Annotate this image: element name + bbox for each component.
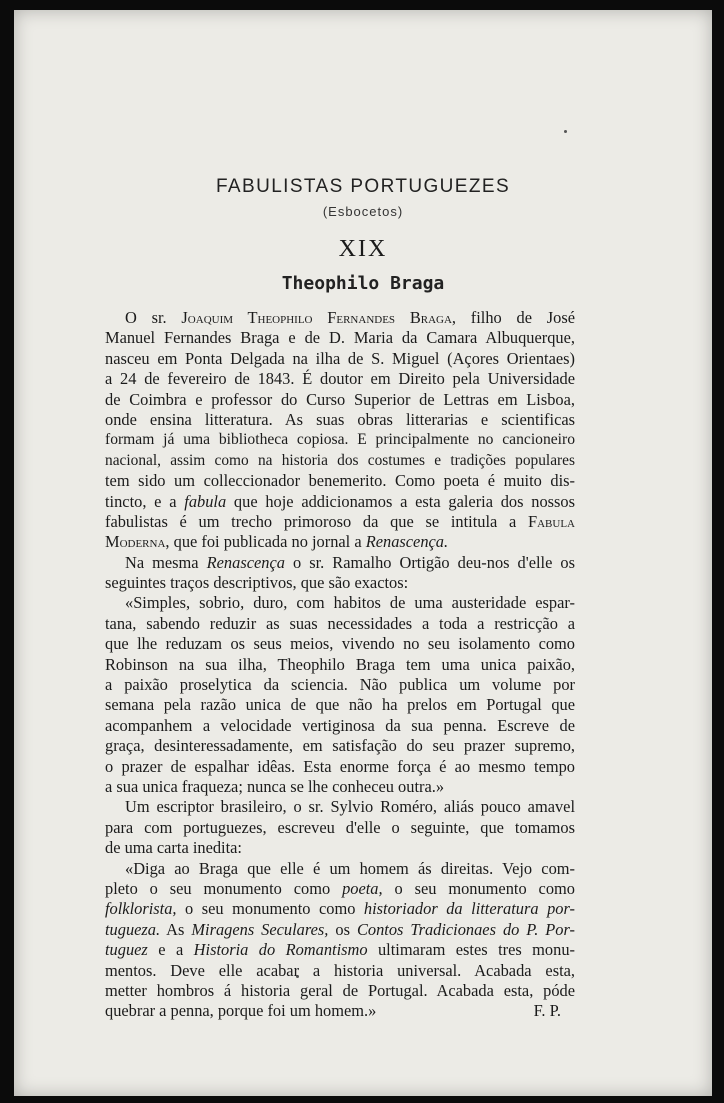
text-line: «Simples, sobrio, duro, com habitos de uma austeridade espar- [125, 593, 575, 613]
text-line: onde ensina litteratura. As suas obras litterarias e scientificas [105, 409, 575, 429]
text-line: tugueza. As Miragens Seculares, os Contos Tradicionaes do P. Por- [105, 919, 575, 939]
text-line: Manuel Fernandes Braga e de D. Maria da Camara Albuquerque, [105, 328, 575, 348]
author-name: Joaquim Theophilo Fernandes Braga, [181, 308, 457, 327]
text-line: formam já uma bibliotheca copiosa. E principalmente no cancioneiro [105, 431, 575, 449]
chapter-subject: Theophilo Braga [281, 273, 445, 294]
text-line: que lhe reduzam os seus meios, vivendo no seu isolamento como [105, 634, 575, 654]
text-line: a paixão proselytica da sciencia. Não publica um volume por [105, 675, 575, 695]
text-line: nasceu em Ponta Delgada na ilha de S. Miguel (Açores Orientaes) [105, 348, 575, 368]
text-line: nacional, assim como na historia dos costumes e tradições populares [105, 451, 575, 469]
text-line: de uma carta inedita: [105, 838, 242, 858]
text-line: seguintes traços descriptivos, que são exactos: [105, 573, 409, 593]
text-line: quebrar a penna, porque foi um homem.» F. P. [105, 1001, 575, 1021]
text-line: a 24 de fevereiro de 1843. É doutor em Direito pela Universidade [105, 369, 575, 389]
text-line: tana, sabendo reduzir as suas necessidades a toda a restricção a [105, 613, 575, 633]
text-line: Moderna, que foi publicada no jornal a Renascença. [105, 532, 449, 552]
text-line: de Coimbra e professor do Curso Superior de Lettras em Lisboa, [105, 389, 575, 409]
text-line: tuguez e a Historia do Romantismo ultimaram estes tres monu- [105, 940, 575, 960]
signature: F. P. [533, 1001, 561, 1021]
text-line: O sr. Joaquim Theophilo Fernandes Braga, filho de José [125, 308, 575, 327]
document-page [14, 10, 712, 1096]
page-subtitle: (Esbocetos) [322, 204, 404, 219]
text-line: folklorista, o seu monumento como historiador da litteratura por- [105, 899, 575, 919]
paper-speck [564, 130, 567, 133]
text-line: graça, desinteressadamente, em satisfação do seu prazer supremo, [105, 736, 575, 756]
article-body [105, 308, 575, 1022]
text-line: tincto, e a fabula que hoje addicionamos a esta galeria dos nossos [105, 491, 575, 511]
text-line: a sua unica fraqueza; nunca se lhe conheceu outra.» [105, 776, 445, 796]
text-line: pleto o seu monumento como poeta, o seu monumento como [105, 878, 575, 898]
text-line: Na mesma Renascença o sr. Ramalho Ortigão deu-nos d'elle os [125, 552, 575, 572]
text-line: acompanhem a velocidade vertiginosa da sua penna. Escreve de [105, 715, 575, 735]
text-line: Um escriptor brasileiro, o sr. Sylvio Roméro, aliás pouco amavel [125, 797, 575, 817]
text-line: o prazer de espalhar idêas. Esta enorme força é ao mesmo tempo [105, 756, 575, 776]
text-line: Robinson na sua ilha, Theophilo Braga tem uma unica paixão, [105, 654, 575, 674]
text-line: semana pela razão unica de que não ha prelos em Portugal que [105, 695, 575, 715]
text-line: tem sido um colleccionador benemerito. Como poeta é muito dis- [105, 471, 575, 491]
text-line: metter hombros á historia geral de Portugal. Acabada esta, póde [105, 980, 575, 1000]
text-line: fabulistas é um trecho primoroso da que se intitula a Fabula [105, 511, 575, 531]
text-line: «Diga ao Braga que elle é um homem ás direitas. Vejo com- [125, 858, 575, 878]
page-title: FABULISTAS PORTUGUEZES [215, 176, 511, 197]
text-line: mentos. Deve elle acabar a historia universal. Acabada esta, [105, 960, 575, 980]
chapter-number: XIX [338, 236, 388, 262]
text-line: para com portuguezes, escreveu d'elle o seguinte, que tomamos [105, 817, 575, 837]
